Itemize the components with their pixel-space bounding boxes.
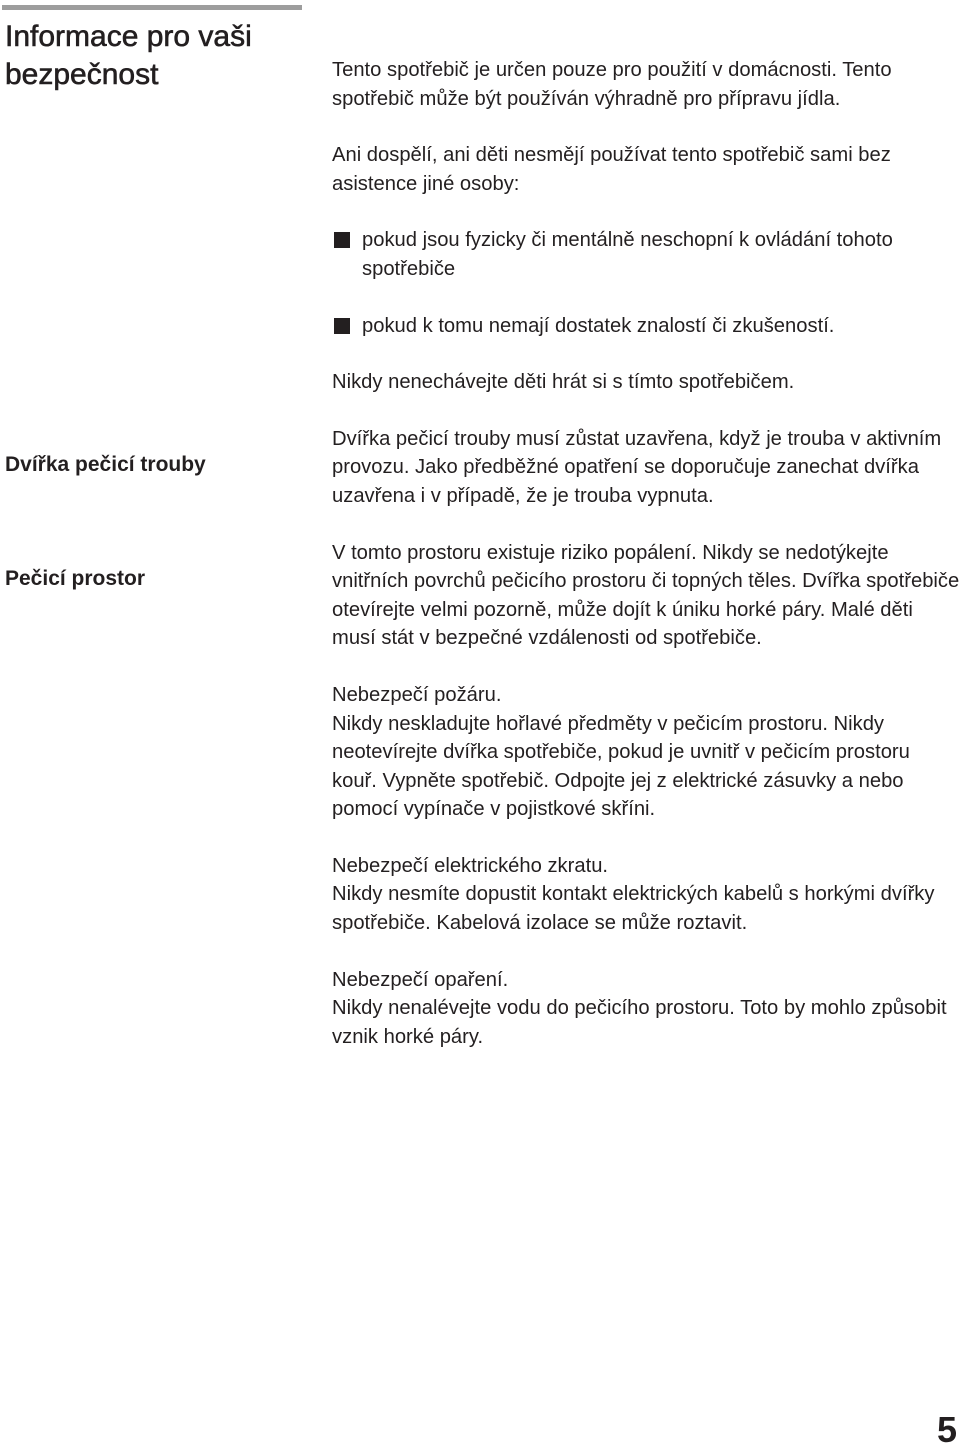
assistance-paragraph: Ani dospělí, ani děti nesmějí používat tento spotřebič sami bez asistence jiné osoby: [332, 144, 891, 195]
square-bullet-icon [334, 318, 350, 334]
fire-warning-text: Nikdy neskladujte hořlavé předměty v pečicím prostoru. Nikdy neotevírejte dvířka spotřebiče, pokud je uvnitř v pečicím prostoru kouř. Vypněte spotřebič. Odpojte jej z elektrické zásuvky a nebo pomocí vypínače v pojistkové skříni. [332, 712, 910, 821]
list-item [332, 226, 960, 283]
list-item [332, 312, 960, 341]
side-label-oven-door: Dvířka pečicí trouby [5, 453, 206, 476]
side-label-baking-space: Pečicí prostor [5, 567, 146, 590]
oven-door-text: Dvířka pečicí trouby musí zůstat uzavřena, když je trouba v aktivním provozu. Jako předběžné opatření se doporučuje zanechat dvířka uzavřena i v případě, že je trouba vypnuta. [332, 427, 942, 507]
main-content [332, 56, 960, 1051]
intro-paragraph: Tento spotřebič je určen pouze pro použití v domácnosti. Tento spotřebič může být používán výhradně pro přípravu jídla. [332, 59, 892, 110]
section-title: Informace pro vaši bezpečnost [5, 20, 252, 91]
short-circuit-title: Nebezpečí elektrického zkratu. [332, 854, 609, 877]
scald-title: Nebezpečí opaření. [332, 968, 509, 991]
square-bullet-icon [334, 232, 350, 248]
list-item-text: pokud k tomu nemají dostatek znalostí či zkušeností. [362, 314, 835, 337]
page-number: 5 [936, 1409, 957, 1450]
children-warning: Nikdy nenechávejte děti hrát si s tímto spotřebičem. [332, 371, 795, 394]
list-item-text: pokud jsou fyzicky či mentálně neschopní k ovládání tohoto spotřebiče [362, 229, 893, 280]
scald-text: Nikdy nenalévejte vodu do pečicího prostoru. Toto by mohlo způsobit vznik horké páry. [332, 997, 947, 1048]
burn-warning: V tomto prostoru existuje riziko popálení. Nikdy se nedotýkejte vnitřních povrchů pečicího prostoru či topných těles. Dvířka spotřebiče otevírejte velmi pozorně, může dojít k úniku horké páry. Malé děti musí stát v bezpečné vzdálenosti od spotřebiče. [332, 541, 960, 650]
fire-warning-title: Nebezpečí požáru. [332, 683, 502, 706]
short-circuit-text: Nikdy nesmíte dopustit kontakt elektrických kabelů s horkými dvířky spotřebiče. Kabelová izolace se může roztavit. [332, 883, 935, 935]
section-header-rule [2, 5, 302, 10]
